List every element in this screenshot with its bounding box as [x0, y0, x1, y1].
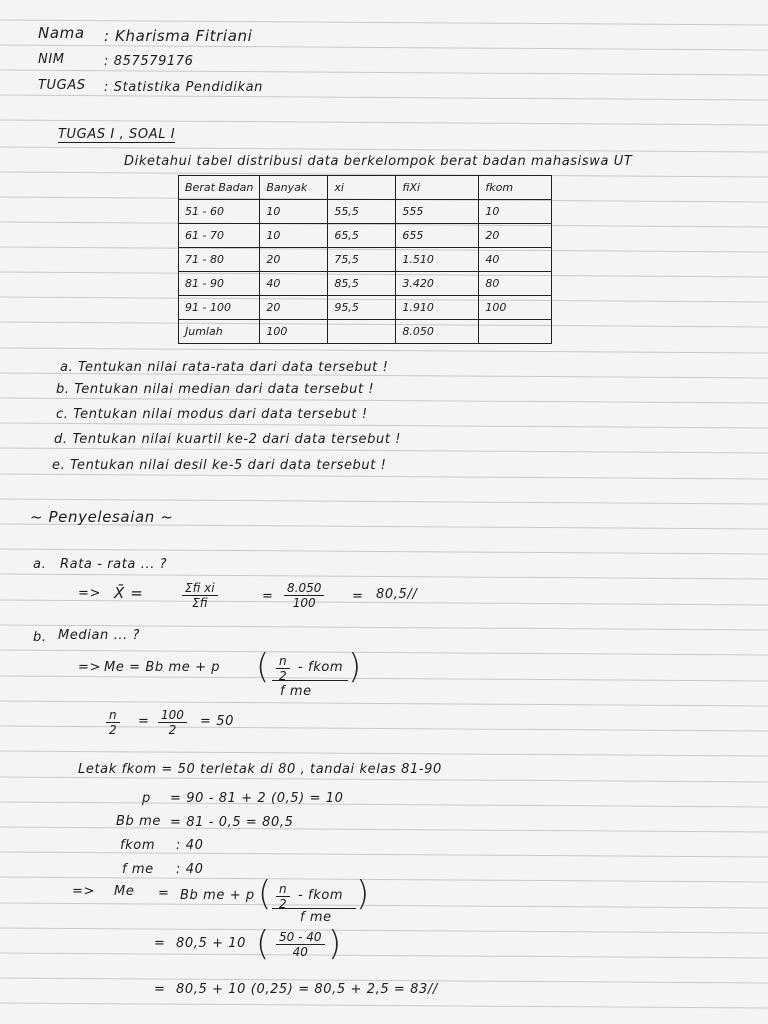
table-cell: 3.420 [396, 272, 479, 296]
fme-denominator: f me [280, 684, 312, 699]
table-cell: 85,5 [328, 272, 396, 296]
table-cell: 20 [479, 224, 552, 248]
p-value: = 90 - 81 + 2 (0,5) = 10 [170, 791, 344, 806]
fraction-50-40 [276, 930, 325, 959]
table-cell: 71 - 80 [179, 248, 260, 272]
mean-formula-numerator: Σfi xi [185, 581, 215, 595]
fraction-denominator: 2 [279, 669, 287, 683]
equals-line-4: = [154, 982, 166, 997]
n-over-2-fraction [276, 882, 290, 911]
table-row [179, 224, 552, 248]
table-cell: 8.050 [396, 320, 479, 344]
minus-fkom-text: - fkom [298, 888, 344, 903]
table-cell: Jumlah [179, 320, 260, 344]
table-cell: 51 - 60 [179, 200, 260, 224]
table-total-row [179, 320, 552, 344]
part-b-label: b. [33, 630, 47, 645]
part-a-xbar: X̄ = [114, 584, 144, 602]
fraction-denominator: 40 [292, 945, 308, 959]
fraction-numerator: n [279, 882, 287, 896]
table-header-cell: fkom [479, 176, 552, 200]
fkom-label: fkom [120, 838, 156, 853]
tugas-value: : Statistika Pendidikan [104, 80, 263, 95]
part-a-equals-1: = [262, 589, 274, 604]
right-paren: ) [356, 874, 370, 914]
table-cell: 20 [260, 296, 328, 320]
part-a-arrow: => [78, 586, 101, 601]
table-cell: 1.910 [396, 296, 479, 320]
p-label: p [142, 791, 151, 806]
part-a-equals-2: = [352, 589, 364, 604]
mean-formula-denominator: Σfi [192, 596, 208, 610]
table-cell: 100 [479, 296, 552, 320]
equals-sign: = [138, 714, 150, 729]
minus-fkom-text: - fkom [298, 660, 344, 675]
question-b: b. Tentukan nilai median dari data tersebut ! [56, 382, 375, 397]
fme-denominator: f me [300, 910, 332, 925]
distribution-table [178, 175, 552, 344]
fraction-numerator: 100 [161, 708, 184, 722]
table-cell: 1.510 [396, 248, 479, 272]
question-d: d. Tentukan nilai kuartil ke-2 dari data tersebut ! [54, 432, 402, 447]
table-header-cell: Berat Badan [179, 176, 260, 200]
left-paren: ( [258, 874, 272, 914]
fme-value: : 40 [176, 862, 204, 877]
left-paren: ( [256, 924, 270, 964]
nama-value: : Kharisma Fitriani [104, 27, 253, 45]
table-cell: 61 - 70 [179, 224, 260, 248]
table-cell: 40 [260, 272, 328, 296]
right-paren: ) [328, 924, 342, 964]
mean-value-numerator: 8.050 [287, 581, 322, 595]
n-over-2-calc [106, 708, 120, 737]
table-row [179, 296, 552, 320]
mean-result: 80,5// [376, 587, 418, 602]
table-cell: 55,5 [328, 200, 396, 224]
fraction-numerator: n [109, 708, 117, 722]
equals-line-3: = [154, 936, 166, 951]
nim-label: NIM [38, 52, 65, 67]
table-header-cell: Banyak [260, 176, 328, 200]
fraction-denominator: 2 [279, 897, 287, 911]
table-cell: 10 [260, 200, 328, 224]
table-cell: 20 [260, 248, 328, 272]
arrow-2: => [72, 884, 95, 899]
part-a-label: a. [33, 557, 47, 572]
table-cell [479, 320, 552, 344]
main-fraction-bar [272, 908, 356, 909]
tugas-label: TUGAS [38, 78, 86, 93]
table-row [179, 248, 552, 272]
bbme-value: = 81 - 0,5 = 80,5 [170, 815, 294, 830]
table-cell: 40 [479, 248, 552, 272]
solution-title: ~ Penyelesaian ~ [30, 508, 174, 526]
part-b-arrow: => [78, 660, 101, 675]
table-cell: 10 [260, 224, 328, 248]
table-cell: 81 - 90 [179, 272, 260, 296]
table-cell: 75,5 [328, 248, 396, 272]
nama-label: Nama [38, 24, 85, 42]
left-paren: ( [256, 647, 270, 687]
table-cell [328, 320, 396, 344]
table-cell: 80 [479, 272, 552, 296]
table-cell: 95,5 [328, 296, 396, 320]
median-formula-lhs: Me = Bb me + p [104, 660, 221, 675]
table-header-cell: xi [328, 176, 396, 200]
fraction-numerator: n [279, 654, 287, 668]
fraction-numerator: 50 - 40 [279, 930, 322, 944]
mean-value-fraction [284, 581, 324, 610]
letak-text: Letak fkom = 50 terletak di 80 , tandai kelas 81-90 [78, 762, 442, 777]
table-cell: 100 [260, 320, 328, 344]
table-row [179, 272, 552, 296]
me-label-2: Me [114, 884, 135, 899]
part-b-title: Median ... ? [58, 628, 141, 643]
fraction-denominator: 2 [109, 723, 117, 737]
median-result-line: 80,5 + 10 (0,25) = 80,5 + 2,5 = 83// [176, 982, 438, 997]
table-cell: 91 - 100 [179, 296, 260, 320]
hundred-over-two [158, 708, 187, 737]
mean-value-denominator: 100 [292, 596, 316, 610]
table-header-row [179, 176, 552, 200]
table-cell: 555 [396, 200, 479, 224]
equals-fifty: = 50 [200, 714, 234, 729]
fme-label: f me [122, 862, 154, 877]
question-a: a. Tentukan nilai rata-rata dari data tersebut ! [60, 360, 389, 375]
question-c: c. Tentukan nilai modus dari data tersebut ! [56, 407, 368, 422]
section-title: TUGAS I , SOAL I [58, 127, 176, 142]
equals-me-2: = [158, 886, 170, 901]
fraction-denominator: 2 [168, 723, 177, 737]
bbme-label: Bb me [116, 814, 161, 829]
bbme-plus-p: Bb me + p [180, 888, 255, 903]
right-paren: ) [348, 647, 362, 687]
table-row [179, 200, 552, 224]
table-header-cell: fiXi [396, 176, 479, 200]
n-over-2-fraction [276, 654, 290, 683]
part-a-title: Rata - rata ... ? [60, 557, 168, 572]
nim-value: : 857579176 [104, 54, 194, 69]
table-cell: 65,5 [328, 224, 396, 248]
table-cell: 10 [479, 200, 552, 224]
mean-formula-fraction [182, 581, 218, 610]
question-e: e. Tentukan nilai desil ke-5 dari data tersebut ! [52, 458, 387, 473]
line-3-text: 80,5 + 10 [176, 936, 247, 951]
fkom-value: : 40 [176, 838, 204, 853]
intro-text: Diketahui tabel distribusi data berkelompok berat badan mahasiswa UT [124, 154, 633, 169]
table-cell: 655 [396, 224, 479, 248]
main-fraction-bar [272, 680, 348, 681]
